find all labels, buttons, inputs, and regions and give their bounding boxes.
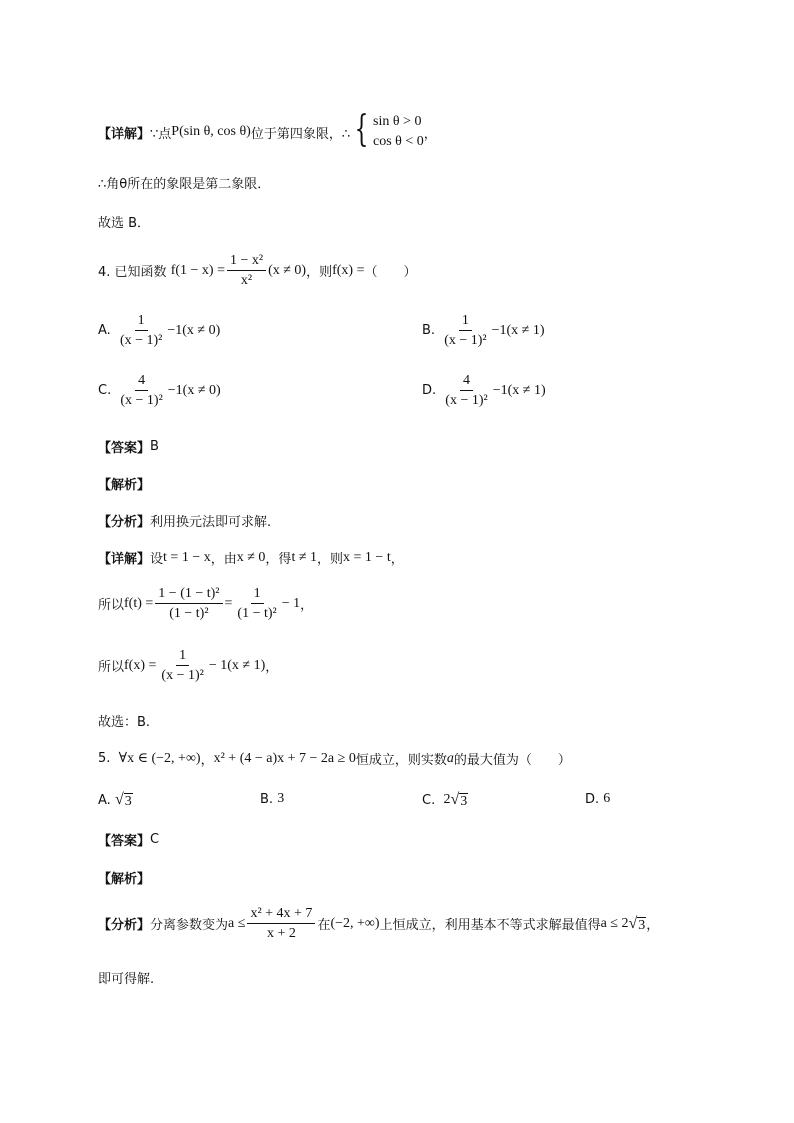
q4-option-a-frac — [117, 312, 165, 349]
q5-option-a-label: A. — [98, 792, 111, 808]
q4-fenxi-line — [98, 511, 271, 530]
q5-fenxi-t1: 分离参数变为 — [150, 918, 229, 933]
conclusion-text: ∴角θ所在的象限是第二象限． — [98, 177, 271, 192]
q4-step1-frac2 — [234, 585, 279, 622]
q4-step2-tail: − 1(x ≠ 1) — [208, 657, 266, 673]
q4-stem-post: ，则 — [306, 265, 333, 280]
detail-tag: 【详解】 — [98, 126, 151, 142]
q4-step1-num2: 1 — [251, 585, 264, 604]
q5-fenxi-tag: 【分析】 — [98, 918, 151, 933]
q4-option-d-frac — [442, 372, 490, 409]
q5-option-c-sqrt: √ 3 — [450, 791, 468, 809]
q4-option-d-num: 4 — [460, 372, 473, 391]
q5-option-a-value: 3 — [124, 794, 132, 809]
q4-fenxi-text: 利用换元法即可求解. — [150, 515, 272, 530]
q4-analysis-tag: 【解析】 — [98, 478, 151, 493]
q4-option-c — [98, 372, 221, 409]
choose-line-1 — [98, 212, 150, 231]
q4-step1-eq: = — [224, 595, 233, 611]
q4-step2-num: 1 — [176, 647, 189, 666]
q5-answer: C — [150, 832, 160, 847]
q4-detail-e1: t = 1 − x — [163, 549, 211, 565]
q5-fenxi-res-lhs: a ≤ 2 — [600, 915, 629, 931]
q5-option-c — [422, 791, 468, 809]
q4-detail-t1: 设 — [150, 552, 164, 567]
q4-option-d-den: (x − 1)² — [445, 393, 488, 408]
q5-fenxi-t3: 上恒成立，利用基本不等式求解最值得 — [379, 918, 601, 933]
q5-option-a-sqrt: √ 3 — [114, 791, 132, 809]
q5-fenxi-t4: ， — [646, 918, 660, 933]
q4-choose-line — [98, 711, 150, 730]
q4-detail-t4: ，则 — [317, 552, 344, 567]
q5-option-c-value: 3 — [460, 794, 468, 809]
q4-detail-e2: x ≠ 0 — [236, 549, 266, 565]
q5-option-c-coef: 2 — [443, 792, 451, 807]
q4-stem — [98, 252, 417, 289]
q4-option-b-den: (x − 1)² — [444, 333, 487, 348]
q4-paren: （ ） — [364, 265, 417, 280]
q4-answer: B — [150, 439, 159, 454]
conclusion-line — [98, 173, 270, 192]
q4-option-c-tail: −1(x ≠ 0) — [167, 382, 221, 398]
q4-detail-line — [98, 548, 404, 567]
detail-text-1: ∵点 — [150, 126, 172, 142]
q4-step2-pre: 所以 — [98, 660, 125, 675]
q4-frac-den: x² — [240, 273, 253, 288]
q4-option-a — [98, 312, 220, 349]
point-expr: P(sin θ, cos θ) — [171, 124, 251, 139]
q4-step2-frac — [158, 647, 206, 684]
q4-option-c-frac — [117, 372, 165, 409]
q5-fenxi-t5: 即可得解. — [98, 972, 155, 987]
q4-option-b-label: B. — [422, 323, 436, 338]
q4-option-c-den: (x − 1)² — [120, 393, 163, 408]
q5-fenxi-t2: 在 — [317, 918, 331, 933]
q4-option-a-label: A. — [98, 323, 111, 338]
q4-detail-t5: ， — [390, 552, 404, 567]
q4-option-b — [422, 312, 545, 349]
q5-stem — [98, 749, 571, 768]
q5-option-a — [98, 791, 133, 809]
q5-answer-line — [98, 830, 159, 849]
q4-option-b-frac — [441, 312, 489, 349]
q5-answer-tag: 【答案】 — [98, 834, 151, 849]
q4-detail-e4: x = 1 − t — [343, 549, 391, 565]
q4-detail-t2: ，由 — [210, 552, 237, 567]
q4-analysis-line — [98, 474, 150, 493]
q4-choose: 故选：B. — [98, 715, 151, 730]
q5-e2: x² + (4 − a)x + 7 − 2a ≥ 0 — [213, 750, 356, 766]
q4-step1-post: ， — [300, 598, 314, 613]
q5-analysis-tag: 【解析】 — [98, 872, 151, 887]
q5-num-label: 5. — [98, 751, 111, 766]
q5-fenxi-line — [98, 905, 659, 942]
q4-f-ask: f(x) = — [332, 262, 365, 278]
q5-option-c-label: C. — [422, 792, 436, 808]
q5-fenxi-interval: (−2, +∞) — [330, 915, 380, 931]
q4-step1-frac1 — [155, 585, 222, 622]
q5-fenxi-lhs: a ≤ — [228, 915, 246, 931]
q5-fenxi-res-rad: 3 — [638, 917, 646, 933]
q4-option-d — [422, 372, 546, 409]
detail-line-1 — [98, 109, 437, 152]
q4-step1-den1: (1 − t)² — [169, 606, 209, 621]
q4-detail-e3: t ≠ 1 — [291, 549, 318, 565]
q5-fenxi-num: x² + 4x + 7 — [247, 905, 315, 924]
brace-glyph: { — [354, 109, 369, 150]
q4-option-b-tail: −1(x ≠ 1) — [491, 322, 545, 338]
q4-f-lhs: f(1 − x) = — [170, 262, 225, 278]
system-brace — [350, 109, 424, 152]
q4-fenxi-tag: 【分析】 — [98, 515, 151, 530]
q4-option-a-den: (x − 1)² — [119, 333, 163, 348]
q5-e3: a — [446, 750, 454, 766]
q5-option-b — [260, 791, 284, 807]
q4-option-b-num: 1 — [459, 312, 472, 331]
q4-step2 — [98, 647, 278, 684]
q4-step1 — [98, 585, 313, 622]
q5-e1: ∀x ∈ (−2, +∞) — [118, 751, 201, 766]
q5-fenxi-line-2 — [98, 968, 154, 987]
q4-detail-t3: ，得 — [265, 552, 292, 567]
q4-answer-line — [98, 437, 159, 456]
q4-step2-den: (x − 1)² — [161, 668, 204, 683]
q4-frac-num: 1 − x² — [227, 252, 266, 271]
q5-option-b-label: B. — [260, 791, 274, 807]
q4-step1-tail: − 1 — [281, 595, 301, 611]
detail-text-3: ， — [423, 126, 437, 142]
q4-option-c-label: C. — [98, 383, 112, 398]
choose-text-1: 故选 B． — [98, 216, 151, 231]
q4-fraction — [227, 252, 266, 289]
q4-step1-den2: (1 − t)² — [237, 606, 277, 621]
q4-step1-pre: 所以 — [98, 598, 125, 613]
q5-option-b-value: 3 — [277, 791, 285, 806]
detail-text-2: 位于第四象限，∴ — [250, 126, 351, 142]
q4-step1-num1: 1 − (1 − t)² — [155, 585, 222, 604]
q5-option-d-value: 6 — [603, 791, 611, 806]
q5-t1: ， — [200, 753, 214, 768]
q5-option-d-label: D. — [585, 791, 600, 807]
q4-option-c-num: 4 — [135, 372, 148, 391]
q4-option-d-label: D. — [422, 383, 437, 398]
q4-detail-tag: 【详解】 — [98, 552, 151, 567]
q4-answer-tag: 【答案】 — [98, 441, 151, 456]
system-row-1: sin θ > 0 — [373, 114, 422, 129]
q5-t2: 恒成立，则实数 — [355, 753, 447, 768]
q4-option-d-tail: −1(x ≠ 1) — [492, 382, 546, 398]
q5-t3: 的最大值为（ ） — [453, 753, 571, 768]
q4-step1-lhs: f(t) = — [124, 595, 154, 611]
q4-cond: (x ≠ 0) — [268, 262, 307, 278]
q4-option-a-tail: −1(x ≠ 0) — [167, 322, 221, 338]
system-row-2: cos θ < 0 — [373, 134, 424, 149]
q5-option-d — [585, 791, 610, 807]
q4-step2-post: ， — [265, 660, 279, 675]
q5-analysis-line — [98, 868, 150, 887]
q4-step2-lhs: f(x) = — [124, 657, 157, 673]
q5-fenxi-den: x + 2 — [266, 926, 296, 941]
q4-stem-pre: 4. 已知函数 — [98, 265, 167, 280]
q5-fenxi-res-sqrt: √ 3 — [628, 914, 646, 933]
q4-option-a-num: 1 — [135, 312, 148, 331]
q5-fenxi-frac — [247, 905, 315, 942]
